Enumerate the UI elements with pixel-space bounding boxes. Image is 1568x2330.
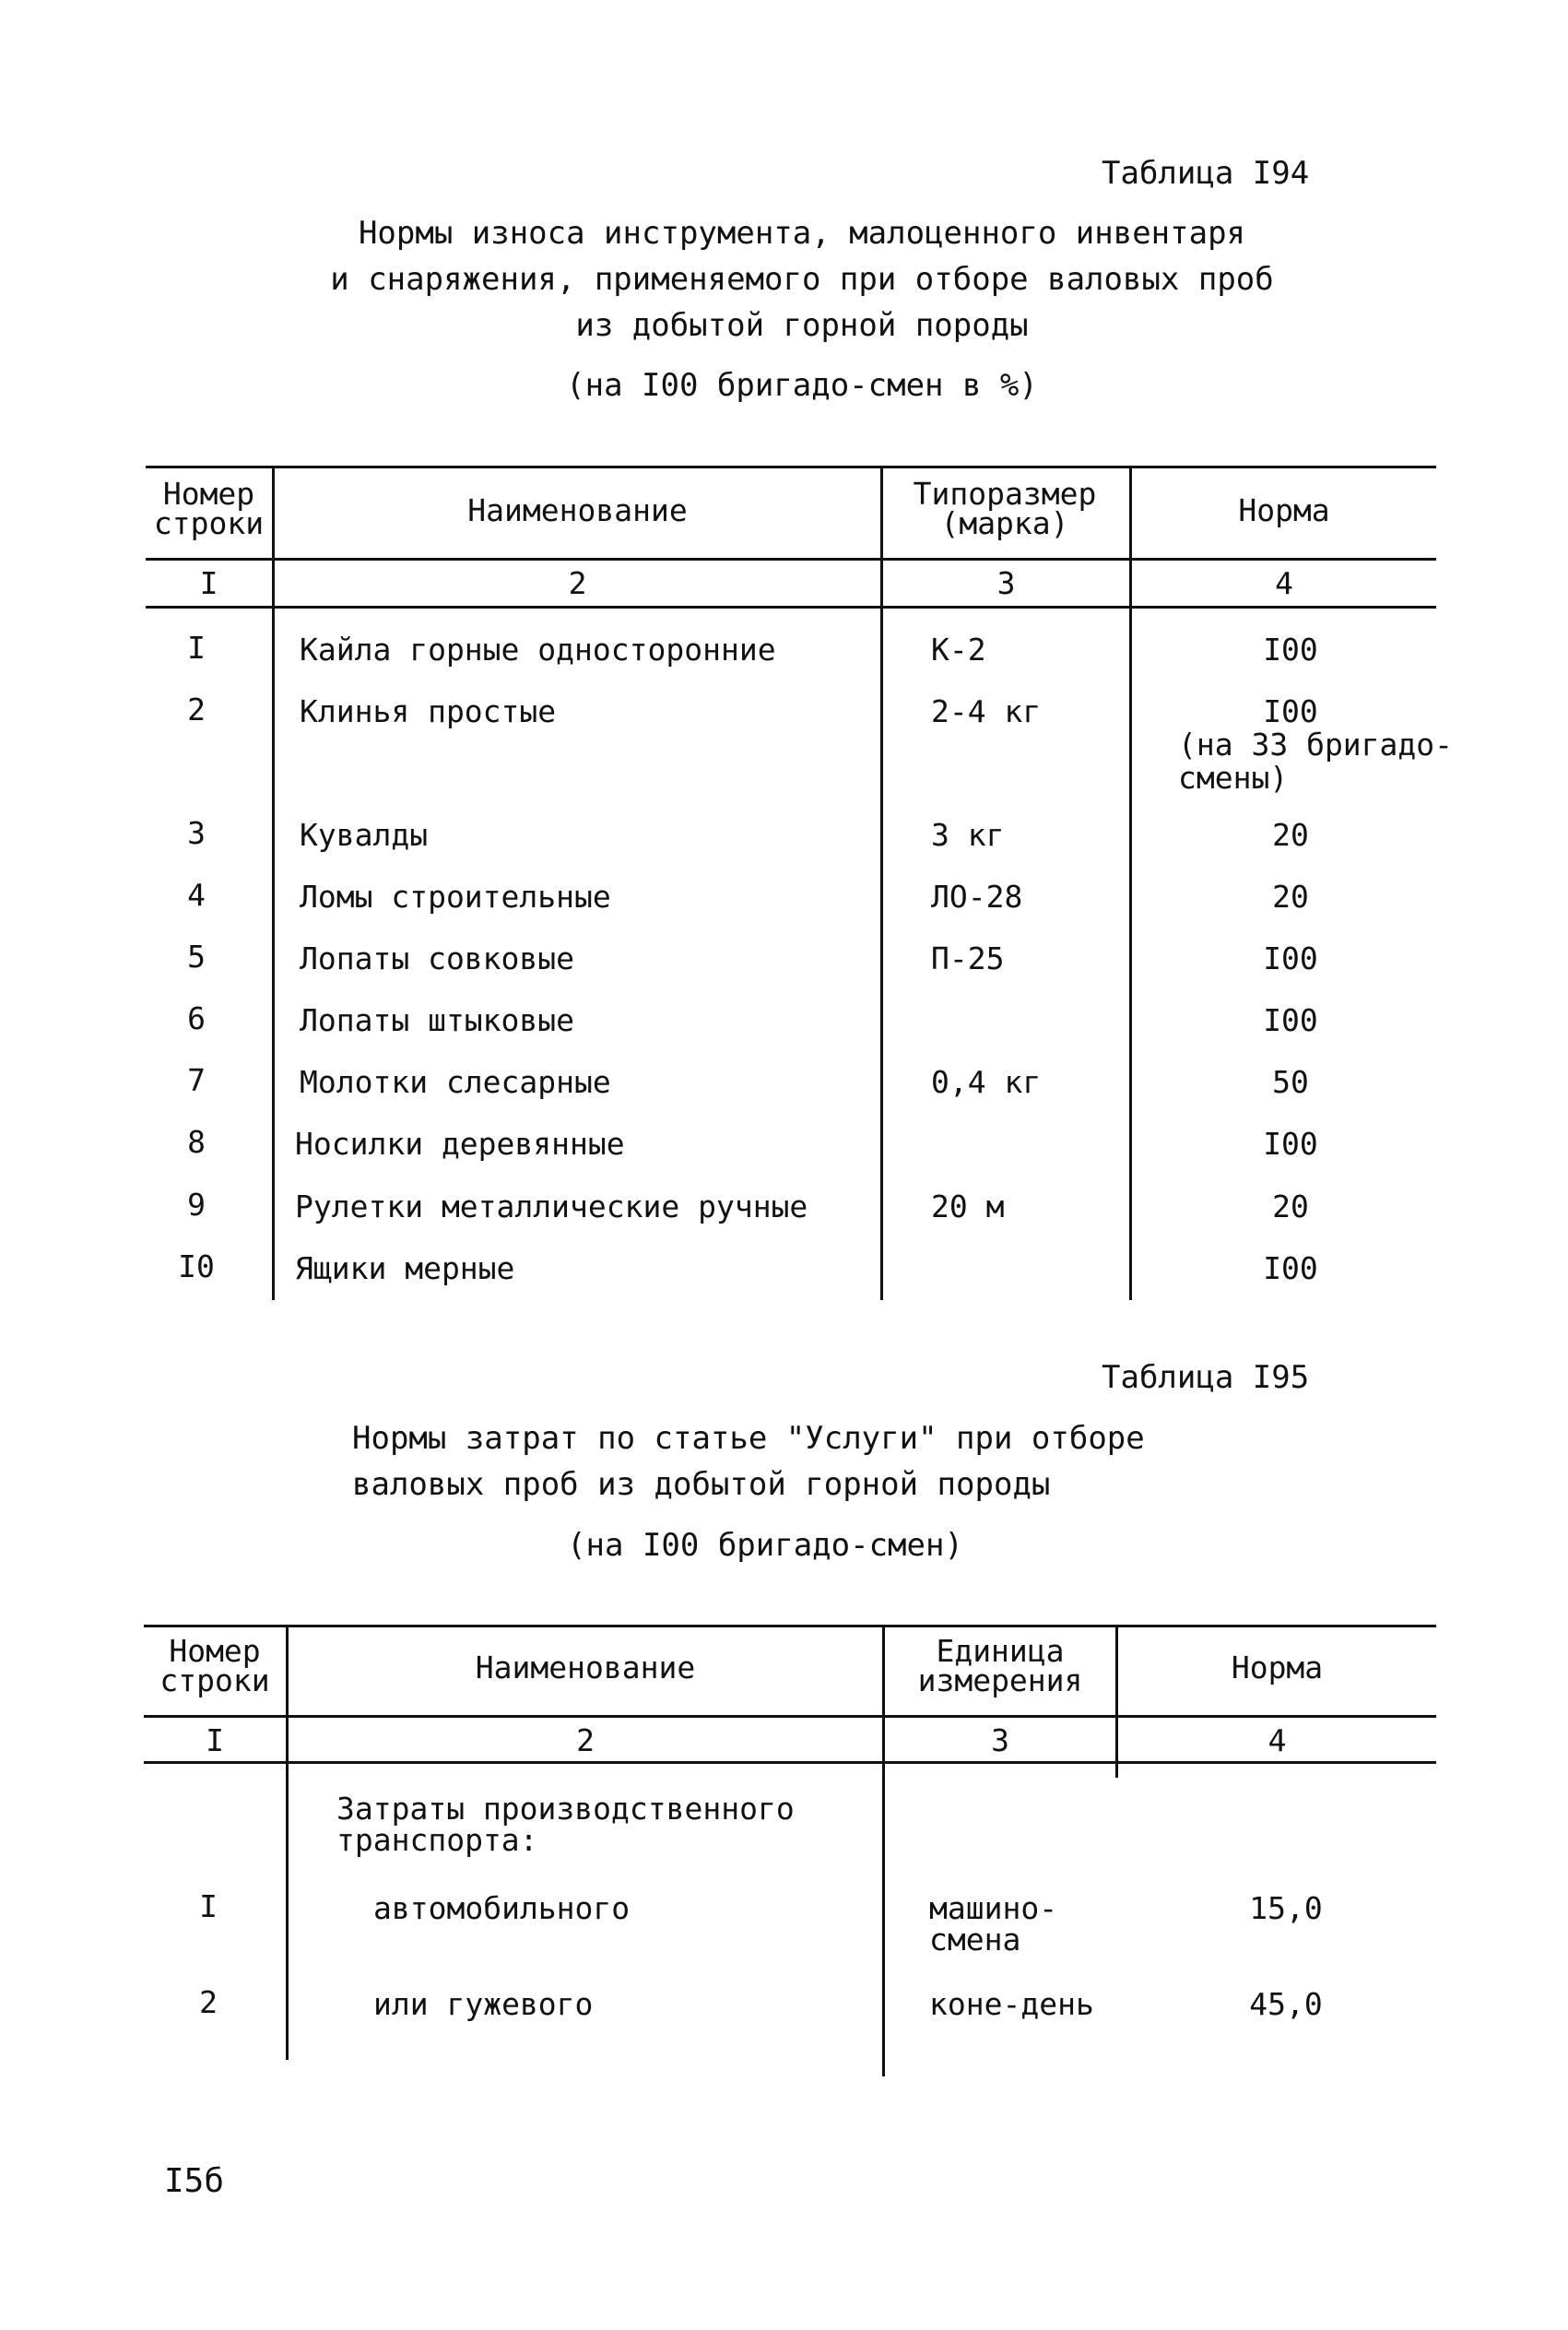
colnum-4: 4	[1267, 1722, 1287, 1758]
item-name: Лопаты штыковые	[300, 1002, 575, 1038]
table-194-unit: (на I00 бригадо-смен в %)	[566, 367, 1038, 404]
rule	[144, 1625, 1436, 1627]
item-norm: I00	[1263, 693, 1318, 729]
colnum-4: 4	[1275, 565, 1293, 601]
row-number: 5	[187, 939, 206, 975]
item-name: автомобильного	[373, 1890, 631, 1926]
item-name: Носилки деревянные	[295, 1126, 625, 1162]
item-size: К-2	[931, 632, 986, 668]
item-size: ЛО-28	[931, 879, 1023, 915]
row-number: 2	[199, 1984, 218, 2020]
colnum-1: I	[199, 565, 218, 601]
header-name: Наименование	[475, 1650, 696, 1685]
item-norm: I00	[1263, 1126, 1318, 1162]
item-name: Рулетки металлические ручные	[295, 1189, 808, 1224]
item-norm: I00	[1263, 1002, 1318, 1038]
table-194-title	[295, 210, 1309, 349]
header-norm: Норма	[1238, 492, 1330, 528]
title-line-2: валовых проб из добытой горной породы	[352, 1466, 1051, 1503]
table-195-unit: (на I00 бригадо-смен)	[567, 1527, 963, 1564]
row-number: 7	[187, 1062, 206, 1098]
header-norm: Норма	[1231, 1650, 1324, 1685]
row-number: 9	[187, 1187, 206, 1223]
item-name: Кувалды	[300, 817, 429, 853]
header-row-number: Номер строки	[159, 1633, 270, 1698]
item-size: 2-4 кг	[931, 693, 1042, 729]
header-name: Наименование	[467, 492, 688, 528]
group-label: Затраты производственного транспорта:	[336, 1791, 795, 1858]
item-norm: I00	[1263, 940, 1318, 976]
header-unit: Единица измерения	[917, 1633, 1083, 1698]
item-norm: I00	[1263, 632, 1318, 668]
rule	[144, 1761, 1436, 1764]
item-norm: I00	[1263, 1250, 1318, 1286]
row-number: 2	[187, 692, 206, 727]
row-number: 8	[187, 1124, 206, 1160]
item-name: Лопаты совковые	[300, 940, 575, 976]
table-195-label: Таблица I95	[1102, 1359, 1310, 1396]
rule	[144, 1715, 1436, 1718]
item-name: Клинья простые	[300, 693, 557, 729]
title-line-3: из добытой горной породы	[575, 307, 1029, 344]
rule	[146, 606, 1436, 609]
table-194-label: Таблица I94	[1102, 155, 1310, 192]
page-number: I5б	[164, 2162, 225, 2200]
table-195-title	[352, 1415, 1145, 1508]
rule	[146, 466, 1436, 468]
item-norm: 45,0	[1249, 1986, 1323, 2022]
row-number: I	[187, 630, 206, 666]
item-name: Ящики мерные	[295, 1250, 515, 1286]
row-number: 6	[187, 1000, 206, 1036]
row-number: 4	[187, 877, 206, 913]
colnum-2: 2	[568, 565, 587, 601]
item-norm: 20	[1272, 1189, 1309, 1224]
header-size: Типоразмер (марка)	[913, 476, 1097, 541]
header-row-number: Номер строки	[153, 476, 265, 541]
item-norm: 20	[1272, 879, 1309, 915]
item-name: Молотки слесарные	[300, 1064, 611, 1100]
colnum-2: 2	[576, 1722, 595, 1758]
item-size: 20 м	[931, 1189, 1005, 1224]
row-number: I0	[178, 1248, 215, 1284]
item-name: Ломы строительные	[300, 879, 611, 915]
item-norm-note: (на 33 бригадо-смены)	[1178, 727, 1454, 796]
title-line-2: и снаряжения, применяемого при отборе валовых проб	[330, 261, 1274, 298]
item-name: Кайла горные односторонние	[300, 632, 776, 668]
item-norm: 20	[1272, 817, 1309, 853]
title-line-1: Нормы износа инструмента, малоценного инвентаря	[358, 215, 1246, 252]
item-unit: коне-день	[929, 1986, 1094, 2022]
colnum-1: I	[206, 1722, 224, 1758]
item-size: 3 кг	[931, 817, 1005, 853]
item-name: или гужевого	[373, 1986, 594, 2022]
item-norm: 15,0	[1249, 1890, 1323, 1926]
colnum-3: 3	[996, 565, 1016, 601]
item-size: 0,4 кг	[931, 1064, 1042, 1100]
row-number: 3	[187, 815, 206, 851]
row-number: I	[199, 1888, 218, 1924]
item-norm: 50	[1272, 1064, 1309, 1100]
item-size: П-25	[931, 940, 1005, 976]
rule	[286, 1625, 289, 2060]
title-line-1: Нормы затрат по статье "Услуги" при отборе	[352, 1420, 1145, 1457]
colnum-3: 3	[991, 1722, 1009, 1758]
item-unit: машино-смена	[929, 1890, 1058, 1957]
rule	[146, 558, 1436, 561]
